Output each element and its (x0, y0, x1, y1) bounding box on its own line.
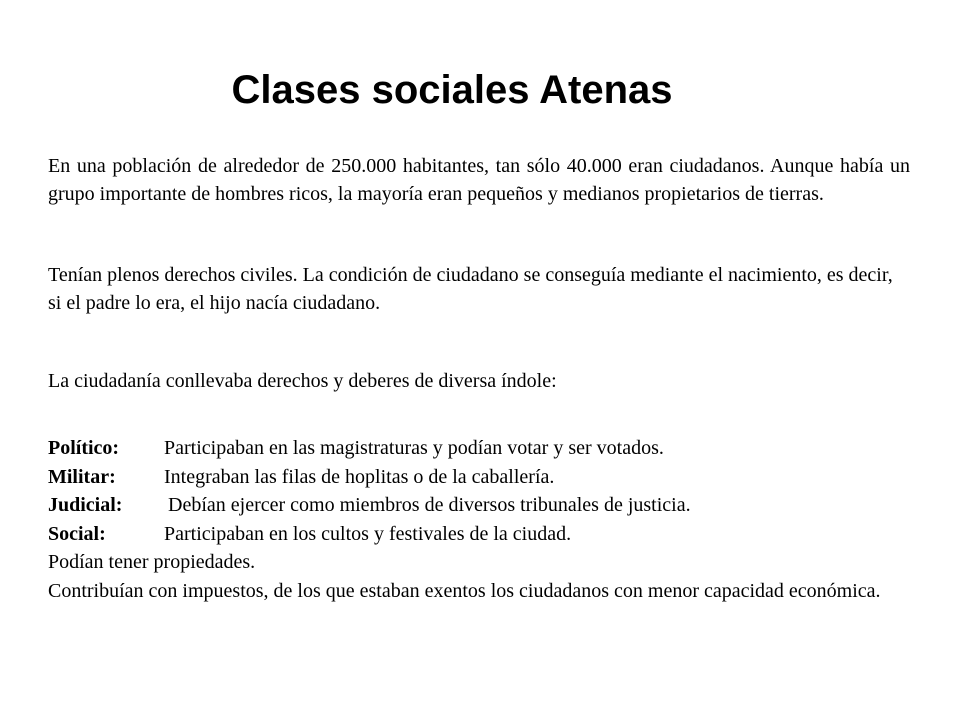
line-taxes: Contribuían con impuestos, de los que estaban exentos los ciudadanos con menor capacidad económica. (48, 579, 881, 602)
right-item-judicial (48, 491, 910, 520)
right-item-politico (48, 434, 910, 463)
right-label-militar: Militar: (48, 465, 116, 488)
right-item-social (48, 520, 910, 549)
right-text-militar: Integraban las filas de hoplitas o de la caballería. (164, 465, 555, 488)
paragraph-rights-intro: La ciudadanía conllevaba derechos y deberes de diversa índole: (48, 370, 557, 392)
right-label-politico: Político: (48, 437, 120, 459)
paragraph-population: En una población de alrededor de 250.000 habitantes, tan sólo 40.000 eran ciudadanos. Aunque había un grupo importante de hombres ricos, la mayoría eran pequeños y medianos propietarios de tierras. (48, 155, 910, 205)
right-item-militar (48, 463, 910, 492)
line-properties: Podían tener propiedades. (48, 551, 256, 573)
right-label-judicial: Judicial: (48, 494, 123, 516)
right-text-judicial: Debían ejercer como miembros de diversos tribunales de justicia. (168, 494, 691, 516)
right-text-politico: Participaban en las magistraturas y podían votar y ser votados. (164, 437, 664, 459)
right-label-social: Social: (48, 522, 106, 545)
slide-title: Clases sociales Atenas (231, 68, 673, 112)
paragraph-civil-rights: Tenían plenos derechos civiles. La condición de ciudadano se conseguía mediante el nacimiento, es decir, si el padre lo era, el hijo nacía ciudadano. (48, 264, 893, 314)
right-text-social: Participaban en los cultos y festivales de la ciudad. (164, 522, 572, 545)
rights-list (48, 434, 910, 605)
